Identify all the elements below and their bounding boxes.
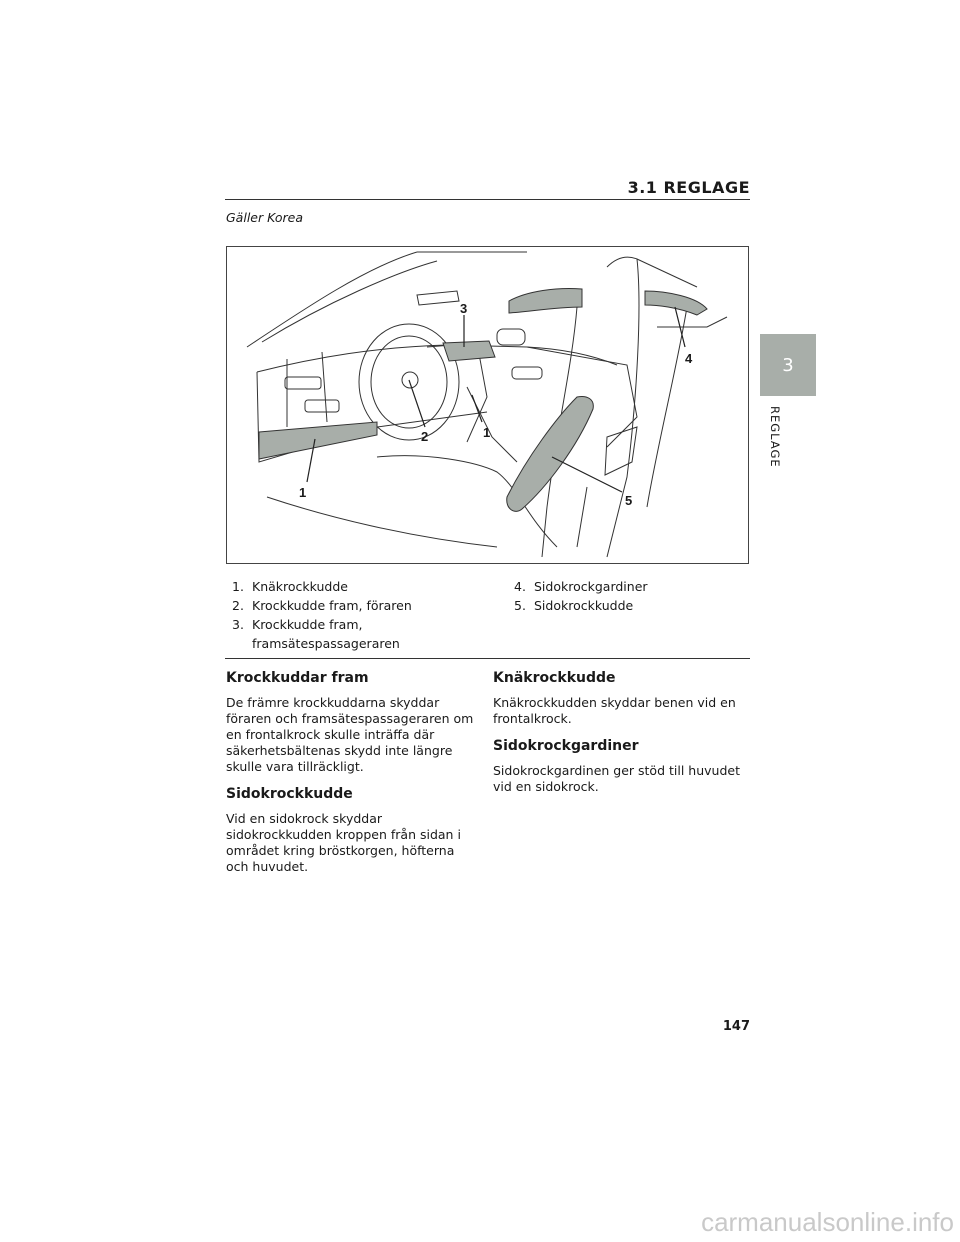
heading-side-airbag: Sidokrockkudde xyxy=(226,786,353,802)
chapter-number: 3 xyxy=(782,354,794,376)
column-left xyxy=(226,668,478,884)
legend-text: Knäkrockkudde xyxy=(252,579,348,594)
chapter-tab xyxy=(760,334,816,396)
legend-item xyxy=(232,577,482,596)
paragraph-knee-airbag: Knäkrockkudden skyddar benen vid en frontalkrock. xyxy=(493,695,736,726)
page-number: 147 xyxy=(722,1019,750,1034)
legend-number: 2. xyxy=(232,598,244,613)
heading-front-airbags: Krockkuddar fram xyxy=(226,670,369,686)
paragraph-curtain-airbags: Sidokrockgardinen ger stöd till huvudet vid en sidokrock. xyxy=(493,763,740,794)
paragraph-side-airbag: Vid en sidokrock skyddar sidokrockkudden kroppen från sidan i området kring bröstkorgen, höfterna och huvudet. xyxy=(226,811,461,874)
applies-to-note: Gäller Korea xyxy=(226,210,303,225)
legend-text: Sidokrockgardiner xyxy=(534,579,648,594)
legend-item xyxy=(232,615,482,653)
legend-text: Sidokrockkudde xyxy=(534,598,634,613)
legend-number: 1. xyxy=(232,579,244,594)
callout-1-right: 1 xyxy=(483,425,491,440)
legend-list-right xyxy=(514,577,744,615)
legend-number: 5. xyxy=(514,598,526,613)
legend-item xyxy=(514,577,744,596)
legend-text: Krockkudde fram, föraren xyxy=(252,598,412,613)
airbag-illustration xyxy=(226,246,749,564)
callout-5: 5 xyxy=(625,493,633,508)
column-right xyxy=(493,668,745,804)
legend-item xyxy=(514,596,744,615)
callout-4: 4 xyxy=(685,351,693,366)
legend-list-left xyxy=(232,577,482,653)
legend-number: 3. xyxy=(232,617,244,632)
legend-item xyxy=(232,596,482,615)
watermark: carmanualsonline.info xyxy=(701,1207,954,1237)
heading-curtain-airbags: Sidokrockgardiner xyxy=(493,738,639,754)
legend-number: 4. xyxy=(514,579,526,594)
callout-2: 2 xyxy=(421,429,429,444)
heading-knee-airbag: Knäkrockkudde xyxy=(493,670,616,686)
section-header: 3.1 REGLAGE xyxy=(627,178,750,197)
chapter-label: REGLAGE xyxy=(768,406,782,468)
callout-3: 3 xyxy=(460,301,468,316)
paragraph-front-airbags: De främre krockkuddarna skyddar föraren och framsätespassageraren om en frontalkrock skulle inträffa där säkerhetsbältenas skydd inte längre skulle vara tillräckligt. xyxy=(226,695,474,774)
content-divider xyxy=(225,658,750,659)
header-divider xyxy=(225,199,750,200)
legend-text: Krockkudde fram, framsätespassageraren xyxy=(252,617,400,651)
callout-1-left: 1 xyxy=(299,485,307,500)
